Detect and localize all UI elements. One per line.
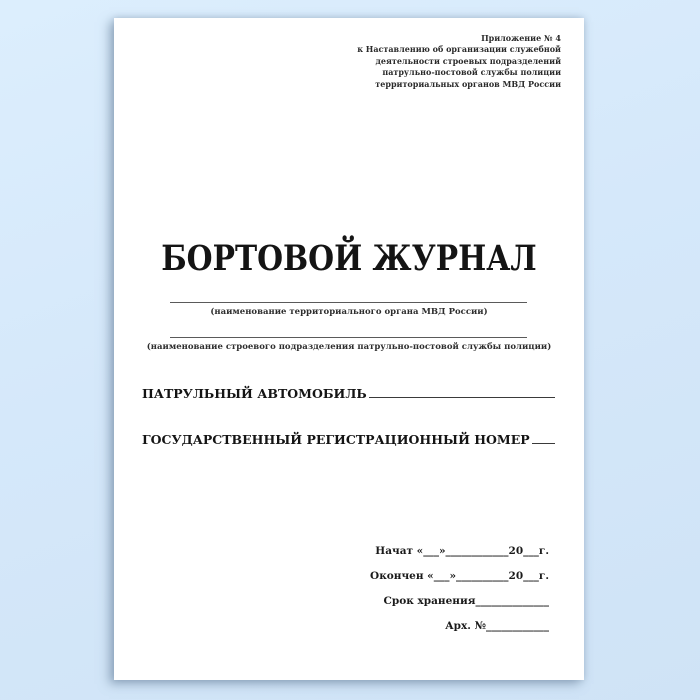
appendix-note-line: Приложение № 4 bbox=[481, 33, 561, 43]
retention-line: Срок хранения______________ bbox=[383, 595, 549, 607]
vehicle-blank-line bbox=[369, 384, 555, 398]
appendix-note-line: деятельности строевых подразделений bbox=[375, 55, 561, 66]
org-name-blank-line bbox=[170, 302, 527, 303]
appendix-note-line: патрульно-постовой службы полиции bbox=[382, 67, 561, 78]
finished-line: Окончен «___»__________20___г. bbox=[370, 570, 549, 582]
unit-name-blank-line bbox=[170, 337, 527, 338]
started-line: Начат «___»____________20___г. bbox=[375, 545, 549, 557]
appendix-note-line: территориальных органов МВД России bbox=[375, 78, 561, 89]
unit-name-caption: (наименование строевого подразделения патрульно-постовой службы полиции) bbox=[146, 342, 552, 352]
reg-number-label: ГОСУДАРСТВЕННЫЙ РЕГИСТРАЦИОННЫЙ НОМЕР bbox=[142, 432, 530, 447]
archive-line: Арх. №____________ bbox=[445, 620, 549, 632]
footer-block bbox=[370, 539, 549, 639]
org-name-caption: (наименование территориального органа МВД России) bbox=[210, 307, 488, 317]
appendix-note bbox=[357, 33, 561, 90]
reg-number-field bbox=[142, 430, 555, 447]
vehicle-field bbox=[142, 384, 555, 401]
document-page bbox=[114, 18, 584, 680]
vehicle-label: ПАТРУЛЬНЫЙ АВТОМОБИЛЬ bbox=[142, 386, 367, 401]
document-title: БОРТОВОЙ ЖУРНАЛ bbox=[161, 238, 537, 279]
reg-number-blank-line bbox=[532, 430, 555, 444]
appendix-note-line: к Наставлению об организации служебной bbox=[357, 44, 561, 55]
